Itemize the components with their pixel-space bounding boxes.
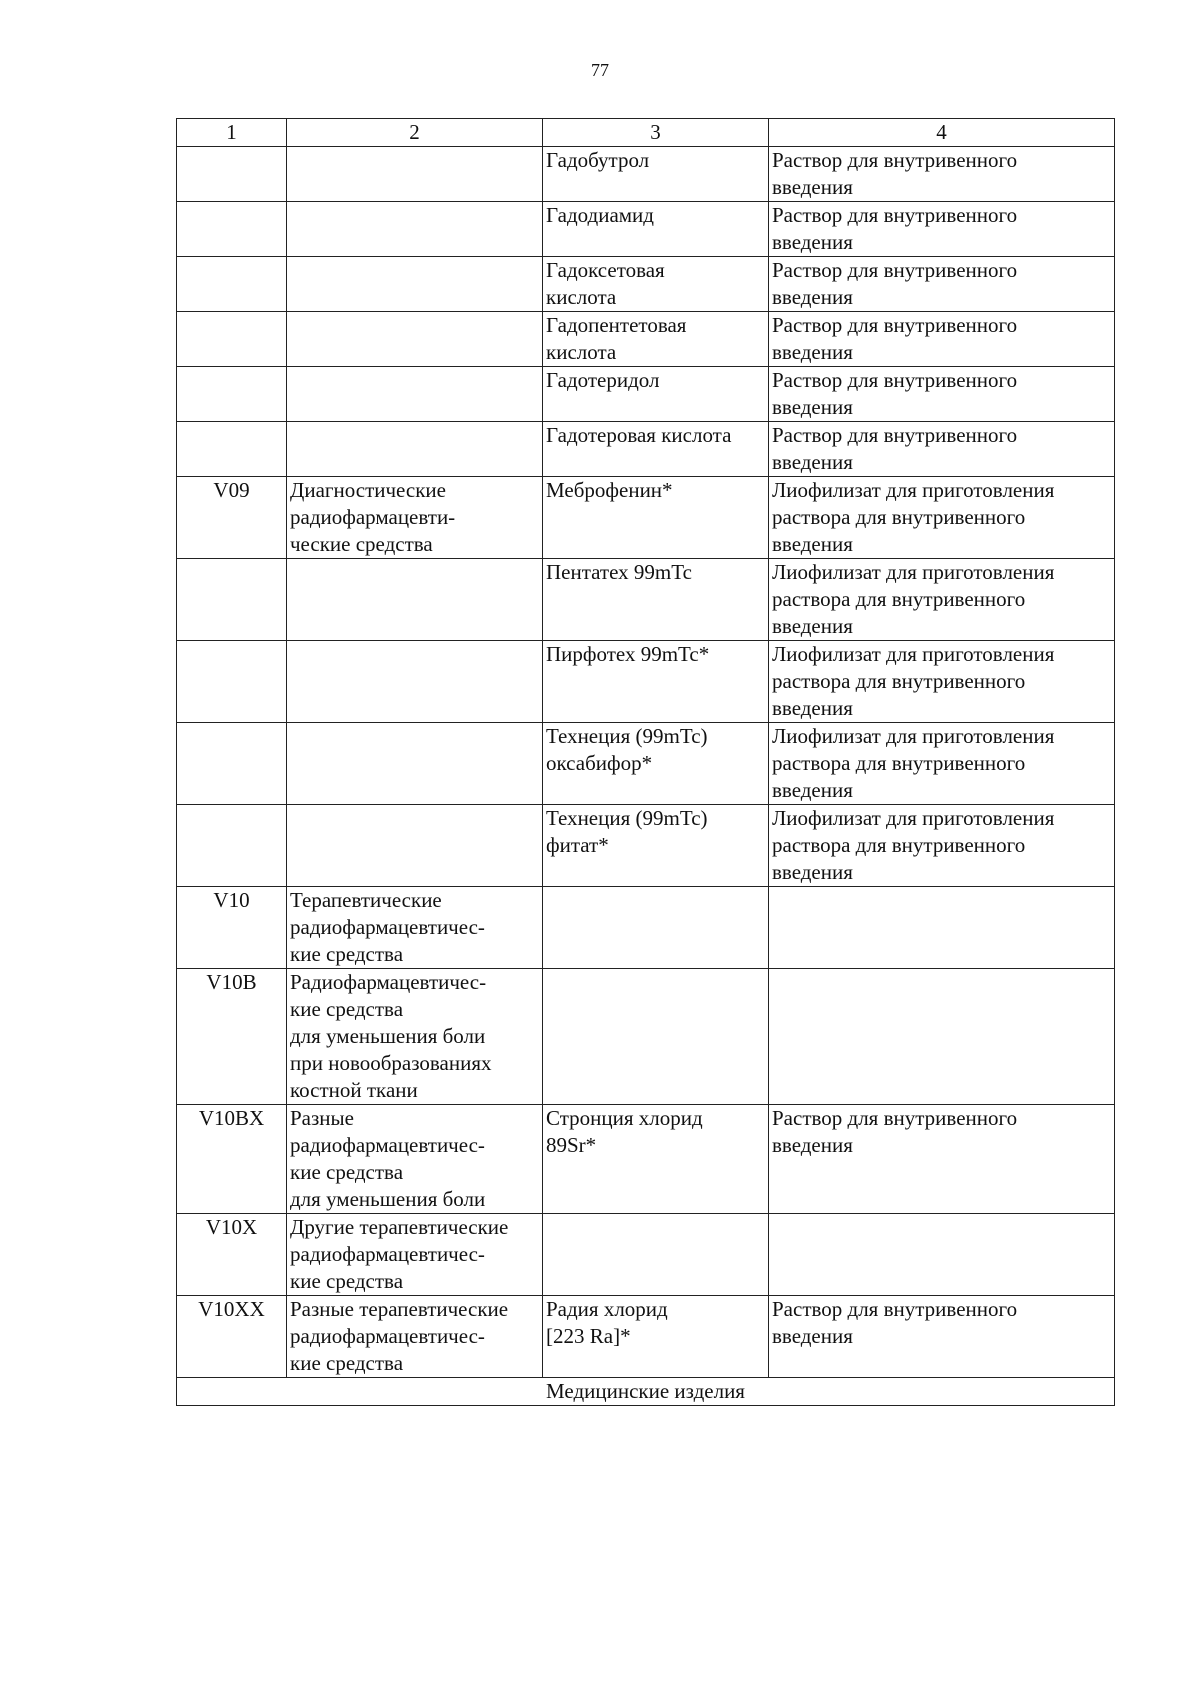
- drug-cell: Технеция (99mTc) оксабифор*: [543, 723, 769, 805]
- header-cell: 3: [543, 119, 769, 147]
- drug-cell: Гадотеридол: [543, 367, 769, 422]
- group-cell: Терапевтические радиофармацевтичес- кие средства: [287, 887, 543, 969]
- table-row: [177, 559, 1115, 641]
- table-row: [177, 805, 1115, 887]
- drug-cell: [543, 969, 769, 1105]
- header-cell: 1: [177, 119, 287, 147]
- table-row: [177, 257, 1115, 312]
- code-cell: V10XX: [177, 1296, 287, 1378]
- group-cell: [287, 202, 543, 257]
- table-row: [177, 1105, 1115, 1214]
- group-cell: [287, 367, 543, 422]
- table-row: [177, 641, 1115, 723]
- group-cell: [287, 805, 543, 887]
- drug-cell: [543, 887, 769, 969]
- code-cell: [177, 422, 287, 477]
- form-cell: Раствор для внутривенного введения: [769, 1296, 1115, 1378]
- form-cell: [769, 1214, 1115, 1296]
- table-row: [177, 367, 1115, 422]
- code-cell: V09: [177, 477, 287, 559]
- group-cell: Другие терапевтические радиофармацевтичес- кие средства: [287, 1214, 543, 1296]
- drug-cell: Меброфенин*: [543, 477, 769, 559]
- header-cell: 2: [287, 119, 543, 147]
- table-row: [177, 723, 1115, 805]
- group-cell: [287, 312, 543, 367]
- code-cell: [177, 723, 287, 805]
- group-cell: [287, 257, 543, 312]
- drug-cell: Гадобутрол: [543, 147, 769, 202]
- form-cell: [769, 969, 1115, 1105]
- drug-cell: Пентатех 99mTc: [543, 559, 769, 641]
- code-cell: [177, 312, 287, 367]
- form-cell: Лиофилизат для приготовления раствора для внутривенного введения: [769, 723, 1115, 805]
- drug-cell: Гадоксетовая кислота: [543, 257, 769, 312]
- table-row: [177, 147, 1115, 202]
- code-cell: [177, 641, 287, 723]
- group-cell: Диагностические радиофармацевти- ческие средства: [287, 477, 543, 559]
- drug-cell: Гадопентетовая кислота: [543, 312, 769, 367]
- group-cell: [287, 559, 543, 641]
- code-cell: V10B: [177, 969, 287, 1105]
- code-cell: [177, 367, 287, 422]
- table-row: [177, 969, 1115, 1105]
- table-row: [177, 202, 1115, 257]
- form-cell: Раствор для внутривенного введения: [769, 1105, 1115, 1214]
- table-row: [177, 1296, 1115, 1378]
- group-cell: Разные терапевтические радиофармацевтичес- кие средства: [287, 1296, 543, 1378]
- table-row: [177, 477, 1115, 559]
- group-cell: [287, 147, 543, 202]
- drug-cell: Гадодиамид: [543, 202, 769, 257]
- form-cell: Лиофилизат для приготовления раствора для внутривенного введения: [769, 477, 1115, 559]
- drug-cell: Технеция (99mTc) фитат*: [543, 805, 769, 887]
- group-cell: Радиофармацевтичес- кие средства для уменьшения боли при новообразованиях костной ткани: [287, 969, 543, 1105]
- form-cell: Раствор для внутривенного введения: [769, 422, 1115, 477]
- section-title: Медицинские изделия: [177, 1378, 1115, 1406]
- drug-cell: Гадотеровая кислота: [543, 422, 769, 477]
- group-cell: [287, 641, 543, 723]
- group-cell: [287, 422, 543, 477]
- code-cell: V10X: [177, 1214, 287, 1296]
- form-cell: Раствор для внутривенного введения: [769, 147, 1115, 202]
- table-row: [177, 887, 1115, 969]
- form-cell: Раствор для внутривенного введения: [769, 202, 1115, 257]
- code-cell: [177, 202, 287, 257]
- drug-cell: Радия хлорид [223 Ra]*: [543, 1296, 769, 1378]
- code-cell: [177, 257, 287, 312]
- drug-cell: Стронция хлорид 89Sr*: [543, 1105, 769, 1214]
- page-number: 77: [591, 60, 609, 80]
- table-header-row: [177, 119, 1115, 147]
- form-cell: Лиофилизат для приготовления раствора для внутривенного введения: [769, 805, 1115, 887]
- form-cell: [769, 887, 1115, 969]
- section-footer-row: [177, 1378, 1115, 1406]
- form-cell: Раствор для внутривенного введения: [769, 367, 1115, 422]
- group-cell: [287, 723, 543, 805]
- group-cell: Разные радиофармацевтичес- кие средства для уменьшения боли: [287, 1105, 543, 1214]
- code-cell: V10: [177, 887, 287, 969]
- medications-table: [176, 118, 1115, 1406]
- header-cell: 4: [769, 119, 1115, 147]
- drug-cell: [543, 1214, 769, 1296]
- code-cell: [177, 805, 287, 887]
- form-cell: Раствор для внутривенного введения: [769, 257, 1115, 312]
- code-cell: [177, 147, 287, 202]
- drug-cell: Пирфотех 99mTc*: [543, 641, 769, 723]
- form-cell: Лиофилизат для приготовления раствора для внутривенного введения: [769, 559, 1115, 641]
- code-cell: V10BX: [177, 1105, 287, 1214]
- table-row: [177, 1214, 1115, 1296]
- form-cell: Лиофилизат для приготовления раствора для внутривенного введения: [769, 641, 1115, 723]
- form-cell: Раствор для внутривенного введения: [769, 312, 1115, 367]
- code-cell: [177, 559, 287, 641]
- table-row: [177, 422, 1115, 477]
- table-row: [177, 312, 1115, 367]
